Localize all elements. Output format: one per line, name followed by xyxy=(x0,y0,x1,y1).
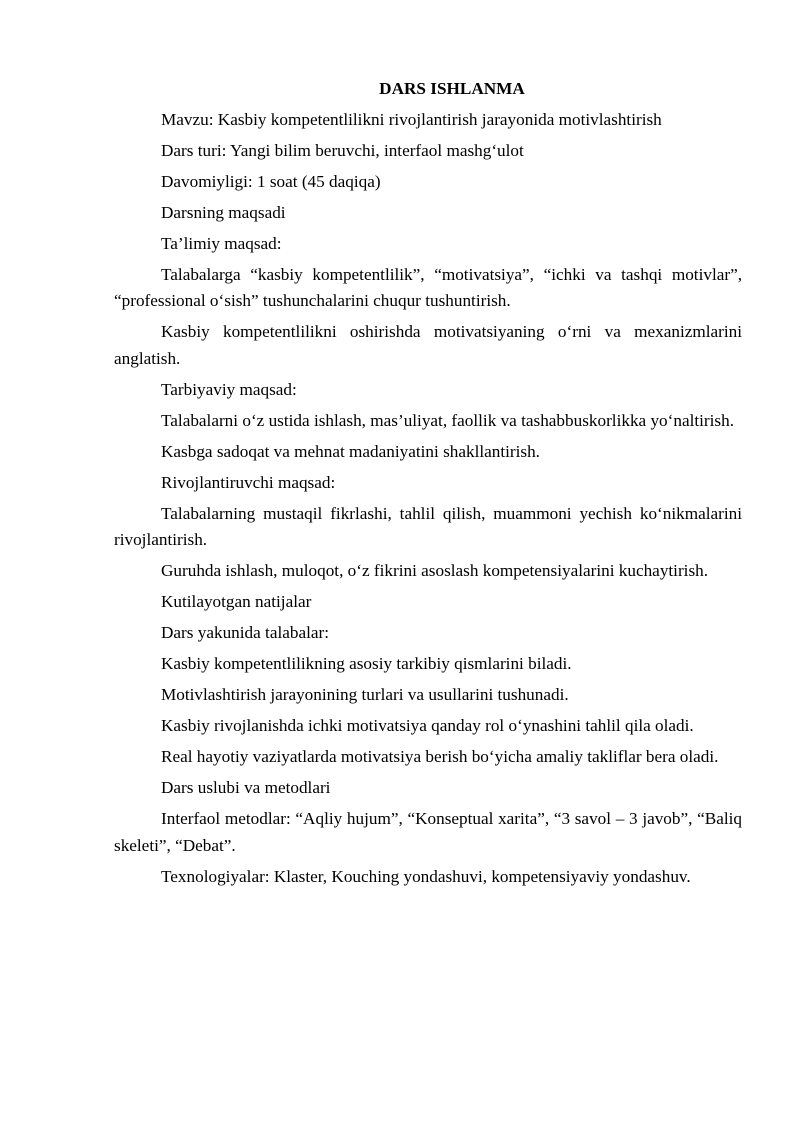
section-heading-goals: Darsning maqsadi xyxy=(161,203,286,222)
topic-line: Mavzu: Kasbiy kompetentlilikni rivojlantirish jarayonida motivlashtirish xyxy=(161,110,662,129)
subheading-developmental-goal: Rivojlantiruvchi maqsad: xyxy=(161,472,336,492)
paragraph: Kasbiy rivojlanishda ichki motivatsiya qanday rol o‘ynashini tahlil qila oladi. xyxy=(161,716,694,736)
subheading-upbringing-goal: Tarbiyaviy maqsad: xyxy=(161,379,297,399)
paragraph: Texnologiyalar: Klaster, Kouching yondashuvi, kompetensiyaviy yondashuv. xyxy=(161,866,691,886)
duration-line: Davomiyligi: 1 soat (45 daqiqa) xyxy=(161,172,381,191)
section-heading-expected-results: Kutilayotgan natijalar xyxy=(161,592,312,612)
document-title: DARS ISHLANMA xyxy=(379,79,525,98)
paragraph: Real hayotiy vaziyatlarda motivatsiya berish bo‘yicha amaliy takliflar bera oladi. xyxy=(161,747,719,767)
paragraph: Kasbiy kompetentlilikni oshirishda motivatsiyaning o‘rni va mexanizmlarini anglatish. xyxy=(114,322,742,368)
paragraph: Dars yakunida talabalar: xyxy=(161,623,329,643)
subheading-educational-goal: Ta’limiy maqsad: xyxy=(161,234,282,253)
paragraph: Kasbiy kompetentlilikning asosiy tarkibiy qismlarini biladi. xyxy=(161,654,572,674)
paragraph: Interfaol metodlar: “Aqliy hujum”, “Konseptual xarita”, “3 savol – 3 javob”, “Baliq skeleti”, “Debat”. xyxy=(114,809,742,855)
paragraph: Guruhda ishlash, muloqot, o‘z fikrini asoslash kompetensiyalarini kuchaytirish. xyxy=(161,561,709,581)
paragraph: Motivlashtirish jarayonining turlari va usullarini tushunadi. xyxy=(161,685,569,705)
paragraph: Talabalarning mustaqil fikrlashi, tahlil qilish, muammoni yechish ko‘nikmalarini rivojlantirish. xyxy=(114,503,742,550)
document-body xyxy=(114,76,742,895)
section-heading-methods: Dars uslubi va metodlari xyxy=(161,778,331,798)
lesson-type-line: Dars turi: Yangi bilim beruvchi, interfaol mashg‘ulot xyxy=(161,141,524,160)
paragraph: Kasbga sadoqat va mehnat madaniyatini shakllantirish. xyxy=(161,441,540,461)
paragraph: Talabalarga “kasbiy kompetentlilik”, “motivatsiya”, “ichki va tashqi motivlar”, “professional o‘sish” tushunchalarini chuqur tushuntirish. xyxy=(114,265,742,311)
paragraph: Talabalarni o‘z ustida ishlash, mas’uliyat, faollik va tashabbuskorlikka yo‘naltirish. xyxy=(161,410,735,430)
